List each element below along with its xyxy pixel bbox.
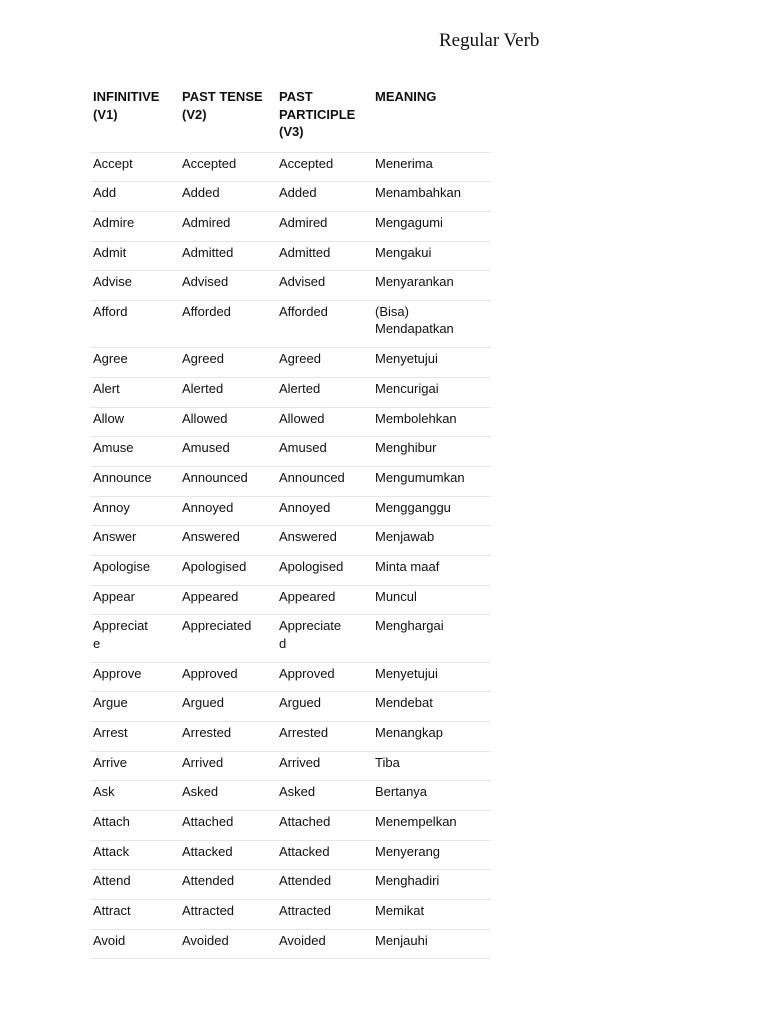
cell-meaning (373, 810, 491, 840)
cell-meaning (373, 840, 491, 870)
cell-infinitive (91, 152, 180, 182)
cell-past-participle (277, 182, 373, 212)
cell-text: Agreed (279, 351, 321, 367)
cell-past-participle (277, 721, 373, 751)
cell-text: Mengakui (375, 244, 432, 260)
cell-text: Ask (93, 784, 115, 800)
cell-text: Apologised (279, 558, 344, 574)
cell-text: Menambahkan (375, 185, 461, 201)
table-row (91, 751, 491, 781)
cell-meaning (373, 241, 491, 271)
cell-text: Advised (182, 274, 229, 290)
cell-infinitive (91, 211, 180, 241)
cell-meaning (373, 929, 491, 959)
cell-infinitive (91, 721, 180, 751)
cell-text: Attached (279, 813, 331, 829)
header-meaning (373, 86, 491, 152)
cell-meaning (373, 781, 491, 811)
cell-text: Avoided (279, 932, 326, 948)
cell-text: Admired (182, 214, 231, 230)
header-text-line: INFINITIVE (93, 89, 160, 104)
header-past-tense (180, 86, 277, 152)
cell-text: Arrested (279, 724, 329, 740)
cell-text: Menyetujui (375, 665, 438, 681)
cell-text: Mendapatkan (375, 321, 454, 337)
cell-text: Mencurigai (375, 380, 439, 396)
cell-text: Advised (279, 274, 326, 290)
cell-meaning (373, 721, 491, 751)
cell-past-participle (277, 377, 373, 407)
cell-past-participle (277, 692, 373, 722)
cell-past-tense (180, 241, 277, 271)
cell-text: Mengganggu (375, 499, 451, 515)
cell-text: Attend (93, 873, 131, 889)
table-row (91, 585, 491, 615)
cell-past-participle (277, 496, 373, 526)
table-header-row (91, 86, 491, 152)
cell-past-participle (277, 241, 373, 271)
cell-text: Amused (279, 440, 327, 456)
table-row (91, 615, 491, 662)
cell-past-tense (180, 840, 277, 870)
cell-infinitive (91, 662, 180, 692)
cell-past-tense (180, 152, 277, 182)
header-past-participle (277, 86, 373, 152)
table-row (91, 466, 491, 496)
cell-meaning (373, 662, 491, 692)
cell-text: Attacked (182, 843, 233, 859)
cell-text: Arrived (279, 754, 321, 770)
cell-meaning (373, 271, 491, 301)
cell-text: Arrested (182, 724, 232, 740)
header-infinitive (91, 86, 180, 152)
cell-text: Answered (279, 529, 337, 545)
header-text-line: PARTICIPLE (279, 106, 356, 122)
cell-text: Membolehkan (375, 410, 457, 426)
header-text-line: PAST (279, 89, 313, 104)
cell-text: Menyetujui (375, 351, 438, 367)
table-row (91, 662, 491, 692)
cell-text: Arrest (93, 724, 128, 740)
cell-text: Appeared (182, 588, 239, 604)
cell-text: Added (182, 185, 220, 201)
cell-past-tense (180, 466, 277, 496)
cell-text: Attended (279, 873, 332, 889)
cell-text: Mendebat (375, 695, 433, 711)
cell-text: Muncul (375, 588, 417, 604)
cell-past-tense (180, 526, 277, 556)
cell-text: Alert (93, 380, 120, 396)
cell-past-tense (180, 662, 277, 692)
cell-past-participle (277, 555, 373, 585)
cell-text: Admire (93, 214, 135, 230)
table-row (91, 496, 491, 526)
cell-past-tense (180, 377, 277, 407)
cell-meaning (373, 348, 491, 378)
cell-infinitive (91, 466, 180, 496)
cell-text: Attached (182, 813, 234, 829)
header-text-line: MEANING (375, 89, 437, 104)
header-text-line: (V2) (182, 106, 207, 122)
cell-text: (Bisa) (375, 303, 409, 319)
cell-text: Afforded (182, 303, 231, 319)
cell-text: Apologise (93, 558, 151, 574)
table-row (91, 929, 491, 959)
table-row (91, 211, 491, 241)
cell-infinitive (91, 437, 180, 467)
table-row (91, 900, 491, 930)
header-text-line: PAST TENSE (182, 89, 263, 104)
cell-text: Attack (93, 843, 130, 859)
cell-text: Attract (93, 903, 131, 918)
cell-infinitive (91, 182, 180, 212)
cell-text: Apologised (182, 558, 247, 574)
table-row (91, 407, 491, 437)
cell-text: Menerima (375, 155, 433, 171)
cell-text: Amused (182, 440, 230, 456)
cell-meaning (373, 555, 491, 585)
cell-text: Admired (279, 214, 328, 230)
cell-infinitive (91, 271, 180, 301)
cell-text: Attracted (279, 903, 332, 918)
cell-past-tense (180, 751, 277, 781)
cell-text: Alerted (182, 380, 224, 396)
cell-text: Appreciat (93, 618, 148, 634)
table-row (91, 870, 491, 900)
cell-text: Added (279, 185, 317, 201)
cell-text: Announce (93, 469, 152, 485)
cell-past-participle (277, 348, 373, 378)
table-row (91, 840, 491, 870)
cell-text: Menghadiri (375, 873, 440, 889)
cell-past-participle (277, 615, 373, 662)
cell-text: Approve (93, 665, 142, 681)
cell-text: Menangkap (375, 724, 443, 740)
table-row (91, 241, 491, 271)
table-row (91, 810, 491, 840)
cell-text: Menempelkan (375, 813, 457, 829)
cell-meaning (373, 211, 491, 241)
cell-past-tense (180, 211, 277, 241)
cell-meaning (373, 615, 491, 662)
cell-text: Attacked (279, 843, 330, 859)
cell-text: Add (93, 185, 117, 201)
cell-infinitive (91, 810, 180, 840)
cell-past-participle (277, 662, 373, 692)
cell-past-tense (180, 781, 277, 811)
cell-infinitive (91, 555, 180, 585)
cell-text: Mengumumkan (375, 469, 465, 485)
cell-infinitive (91, 241, 180, 271)
cell-meaning (373, 751, 491, 781)
cell-text: Answer (93, 529, 137, 545)
cell-past-tense (180, 810, 277, 840)
cell-past-participle (277, 810, 373, 840)
page-title: Regular Verb (439, 30, 540, 51)
cell-past-participle (277, 781, 373, 811)
cell-text: Announced (182, 469, 248, 485)
cell-infinitive (91, 377, 180, 407)
cell-meaning (373, 152, 491, 182)
cell-text: Argued (182, 695, 224, 711)
cell-past-participle (277, 900, 373, 930)
cell-meaning (373, 585, 491, 615)
cell-text: Advise (93, 274, 133, 290)
table-row (91, 377, 491, 407)
cell-meaning (373, 900, 491, 930)
cell-text: Tiba (375, 754, 400, 770)
cell-meaning (373, 300, 491, 347)
cell-text: Agreed (182, 351, 224, 367)
table-row (91, 692, 491, 722)
cell-infinitive (91, 496, 180, 526)
cell-text: Appreciated (182, 618, 252, 634)
cell-text: Argue (93, 695, 128, 711)
cell-infinitive (91, 929, 180, 959)
cell-meaning (373, 870, 491, 900)
cell-text: Admitted (279, 244, 331, 260)
cell-infinitive (91, 407, 180, 437)
cell-past-participle (277, 300, 373, 347)
cell-infinitive (91, 870, 180, 900)
cell-past-tense (180, 300, 277, 347)
cell-past-participle (277, 271, 373, 301)
cell-text: Menjauhi (375, 932, 428, 948)
cell-text: Menyerang (375, 843, 441, 859)
cell-text: Annoy (93, 499, 130, 515)
cell-meaning (373, 466, 491, 496)
cell-past-tense (180, 692, 277, 722)
cell-meaning (373, 496, 491, 526)
cell-text: Memikat (375, 903, 425, 918)
cell-text: Accept (93, 155, 133, 171)
cell-meaning (373, 377, 491, 407)
cell-past-participle (277, 407, 373, 437)
cell-past-tense (180, 870, 277, 900)
cell-meaning (373, 182, 491, 212)
cell-past-tense (180, 182, 277, 212)
cell-text: Appeared (279, 588, 336, 604)
cell-past-tense (180, 496, 277, 526)
cell-text: Accepted (279, 155, 334, 171)
cell-text: Arrive (93, 754, 127, 770)
cell-past-participle (277, 585, 373, 615)
cell-infinitive (91, 692, 180, 722)
table-row (91, 348, 491, 378)
cell-past-participle (277, 526, 373, 556)
cell-past-participle (277, 437, 373, 467)
cell-past-participle (277, 152, 373, 182)
cell-text: Agree (93, 351, 128, 367)
cell-text: Answered (182, 529, 240, 545)
cell-infinitive (91, 751, 180, 781)
cell-text: Minta maaf (375, 558, 440, 574)
cell-past-tense (180, 585, 277, 615)
cell-text: Asked (279, 784, 316, 800)
cell-past-tense (180, 407, 277, 437)
cell-text: Avoided (182, 932, 229, 948)
table-body (91, 152, 491, 959)
cell-text: Admitted (182, 244, 234, 260)
cell-past-tense (180, 721, 277, 751)
cell-meaning (373, 526, 491, 556)
table-row (91, 437, 491, 467)
cell-text: Mengagumi (375, 214, 443, 230)
cell-text: Attracted (182, 903, 235, 918)
cell-past-tense (180, 900, 277, 930)
cell-text: Announced (279, 469, 345, 485)
cell-text: Menghibur (375, 440, 437, 456)
cell-text: Attended (182, 873, 235, 889)
cell-past-tense (180, 348, 277, 378)
cell-text: Bertanya (375, 784, 428, 800)
table-row (91, 721, 491, 751)
cell-text: Annoyed (279, 499, 331, 515)
cell-text: Menjawab (375, 529, 435, 545)
cell-text: Amuse (93, 440, 134, 456)
cell-infinitive (91, 300, 180, 347)
table-row (91, 271, 491, 301)
cell-meaning (373, 437, 491, 467)
cell-text: Appear (93, 588, 135, 604)
cell-text: Afford (93, 303, 128, 319)
cell-text: Alerted (279, 380, 321, 396)
cell-text: Attach (93, 813, 130, 829)
cell-text: Arrived (182, 754, 224, 770)
cell-text: Allow (93, 410, 125, 426)
table-row (91, 781, 491, 811)
cell-past-participle (277, 840, 373, 870)
cell-past-tense (180, 437, 277, 467)
cell-meaning (373, 692, 491, 722)
header-text-line: (V3) (279, 124, 304, 139)
cell-text: Allowed (279, 410, 325, 426)
cell-infinitive (91, 526, 180, 556)
cell-text: Asked (182, 784, 219, 800)
cell-text: Admit (93, 244, 127, 260)
cell-text: Annoyed (182, 499, 234, 515)
cell-infinitive (91, 585, 180, 615)
regular-verb-table (91, 86, 491, 959)
cell-past-tense (180, 271, 277, 301)
cell-infinitive (91, 615, 180, 662)
table-row (91, 152, 491, 182)
cell-text: d (279, 635, 287, 651)
cell-past-tense (180, 555, 277, 585)
header-text-line: (V1) (93, 106, 118, 122)
table-row (91, 182, 491, 212)
cell-meaning (373, 407, 491, 437)
cell-text: Avoid (93, 932, 126, 948)
cell-text: Menyarankan (375, 274, 454, 290)
cell-text: Appreciate (279, 618, 342, 634)
cell-infinitive (91, 840, 180, 870)
cell-text: Approved (279, 665, 335, 681)
cell-text: Allowed (182, 410, 228, 426)
cell-text: Afforded (279, 303, 328, 319)
cell-infinitive (91, 348, 180, 378)
table-row (91, 555, 491, 585)
cell-past-participle (277, 466, 373, 496)
cell-text: Approved (182, 665, 238, 681)
cell-past-tense (180, 929, 277, 959)
table-row (91, 526, 491, 556)
table-row (91, 300, 491, 347)
cell-past-participle (277, 751, 373, 781)
cell-past-tense (180, 615, 277, 662)
cell-past-participle (277, 211, 373, 241)
cell-text: Menghargai (375, 618, 444, 634)
cell-text: Accepted (182, 155, 237, 171)
cell-past-participle (277, 929, 373, 959)
cell-text: e (93, 635, 101, 651)
cell-text: Argued (279, 695, 321, 711)
cell-infinitive (91, 900, 180, 930)
cell-infinitive (91, 781, 180, 811)
cell-past-participle (277, 870, 373, 900)
